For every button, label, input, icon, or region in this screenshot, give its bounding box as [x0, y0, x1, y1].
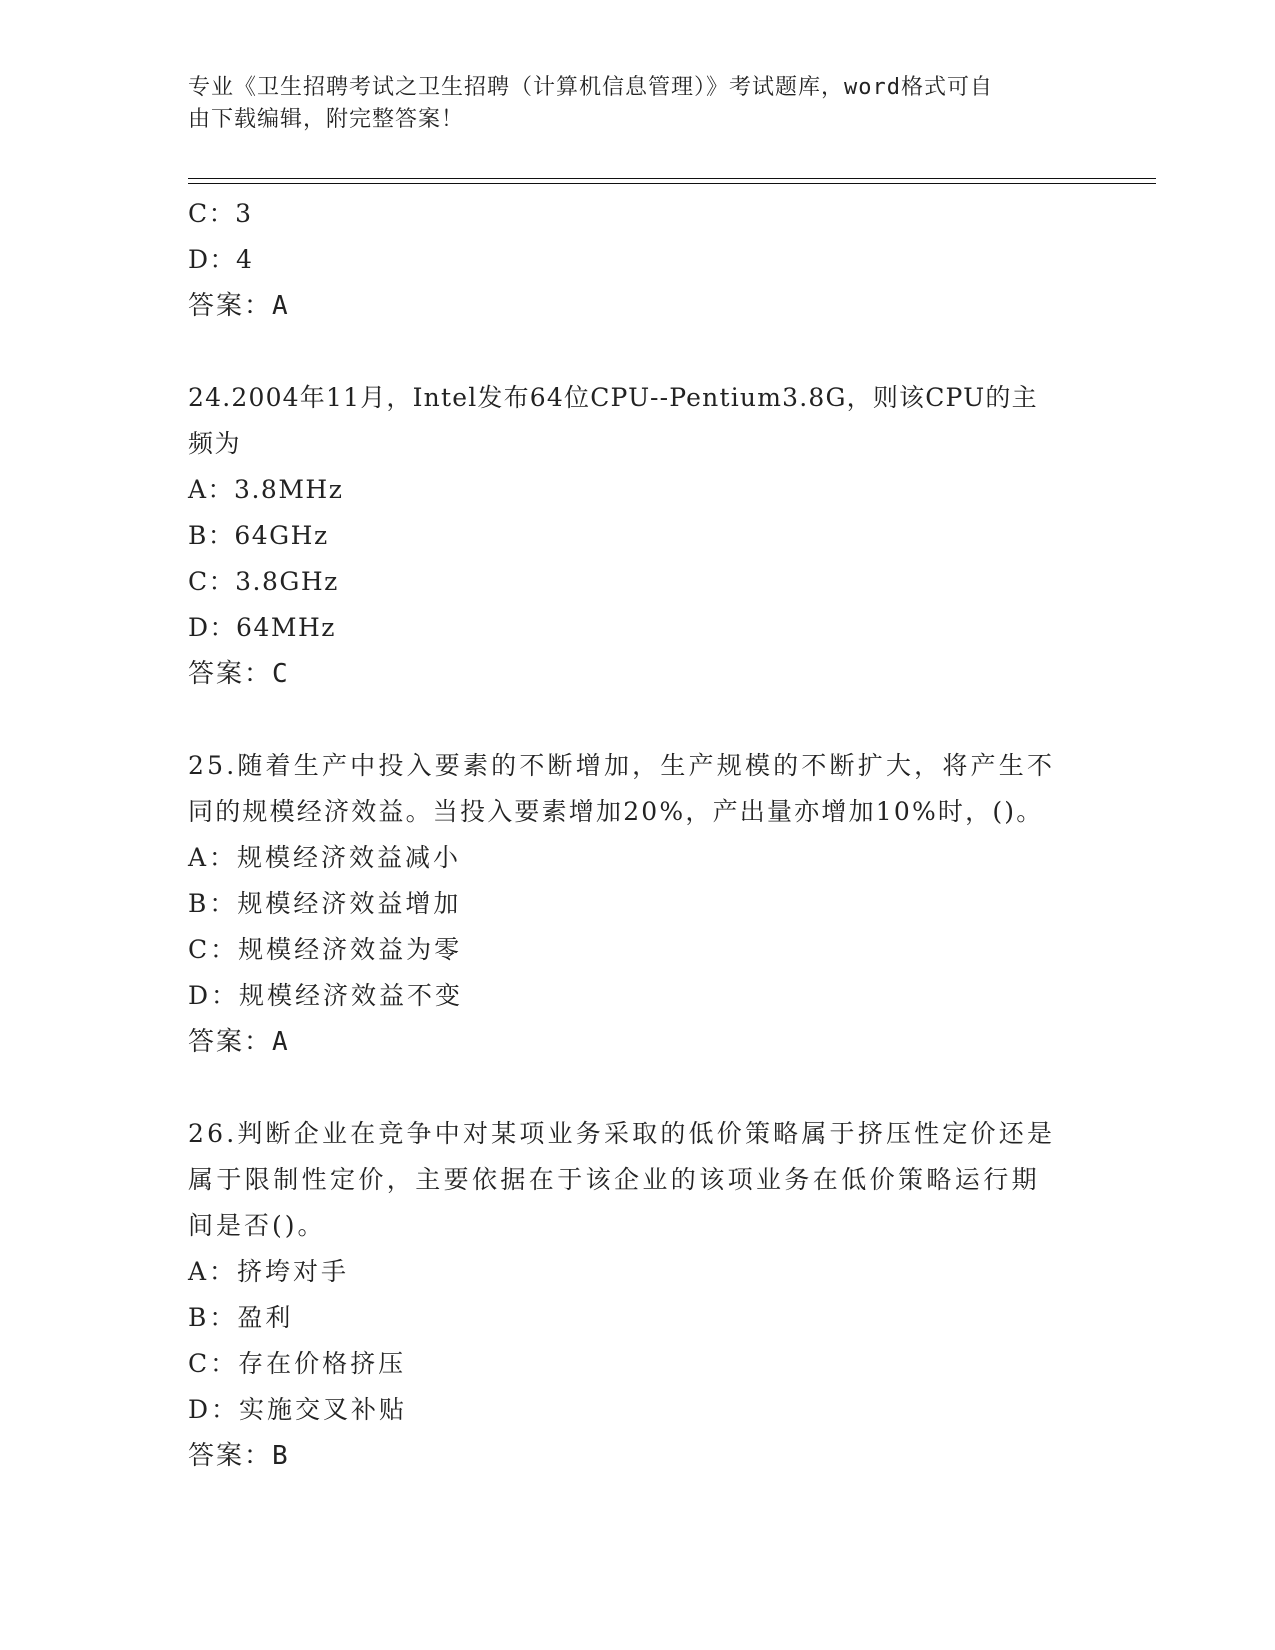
header-divider-bottom: [188, 183, 1156, 184]
answer-line: [188, 283, 1088, 329]
question-stem-line: 24.2004年11月，Intel发布64位CPU--Pentium3.8G，则该CPU的主: [188, 383, 1038, 412]
answer-value: B: [272, 1441, 290, 1471]
question-stem-line: 同的规模经济效益。当投入要素增加20%，产出量亦增加10%时，()。: [188, 797, 1044, 826]
question-stem-line: 26.判断企业在竞争中对某项业务采取的低价策略属于挤压性定价还是: [188, 1119, 1056, 1148]
question-stem-line: 25.随着生产中投入要素的不断增加，生产规模的不断扩大，将产生不: [188, 751, 1056, 780]
option-b: B：盈利: [188, 1303, 294, 1332]
answer-label: 答案：: [188, 1027, 273, 1057]
option-d: D：实施交叉补贴: [188, 1395, 408, 1424]
answer-value: A: [272, 1027, 290, 1057]
prev-question: [188, 191, 1088, 329]
document-header: [188, 72, 1088, 136]
question-stem-line: 频为: [188, 429, 242, 458]
spacer: [188, 697, 1088, 743]
spacer: [188, 329, 1088, 375]
option-a: A：挤垮对手: [188, 1257, 350, 1286]
option-c: C：3: [188, 199, 253, 228]
answer-value: A: [272, 291, 290, 321]
question-list: [188, 191, 1088, 1479]
header-line-1: 专业《卫生招聘考试之卫生招聘（计算机信息管理）》考试题库，word格式可自: [188, 75, 993, 100]
option-d: D：4: [188, 245, 254, 274]
option-c: C：3.8GHz: [188, 567, 339, 596]
option-a: A：规模经济效益减小: [188, 843, 462, 872]
question-26: [188, 1111, 1088, 1479]
question-stem-line: 间是否()。: [188, 1211, 326, 1240]
option-b: B：规模经济效益增加: [188, 889, 462, 918]
answer-label: 答案：: [188, 659, 273, 689]
header-line-2: 由下载编辑，附完整答案！: [188, 107, 465, 132]
header-divider-top: [188, 178, 1156, 179]
question-25: [188, 743, 1088, 1065]
answer-line: [188, 1433, 1088, 1479]
option-b: B：64GHz: [188, 521, 329, 550]
answer-line: [188, 1019, 1088, 1065]
answer-label: 答案：: [188, 291, 273, 321]
answer-value: C: [272, 659, 290, 689]
option-c: C：存在价格挤压: [188, 1349, 407, 1378]
answer-line: [188, 651, 1088, 697]
option-c: C：规模经济效益为零: [188, 935, 463, 964]
spacer: [188, 1065, 1088, 1111]
question-stem-line: 属于限制性定价，主要依据在于该企业的该项业务在低价策略运行期: [188, 1165, 1041, 1194]
answer-label: 答案：: [188, 1441, 273, 1471]
option-d: D：规模经济效益不变: [188, 981, 464, 1010]
option-d: D：64MHz: [188, 613, 336, 642]
question-24: [188, 375, 1088, 697]
option-a: A：3.8MHz: [188, 475, 344, 504]
